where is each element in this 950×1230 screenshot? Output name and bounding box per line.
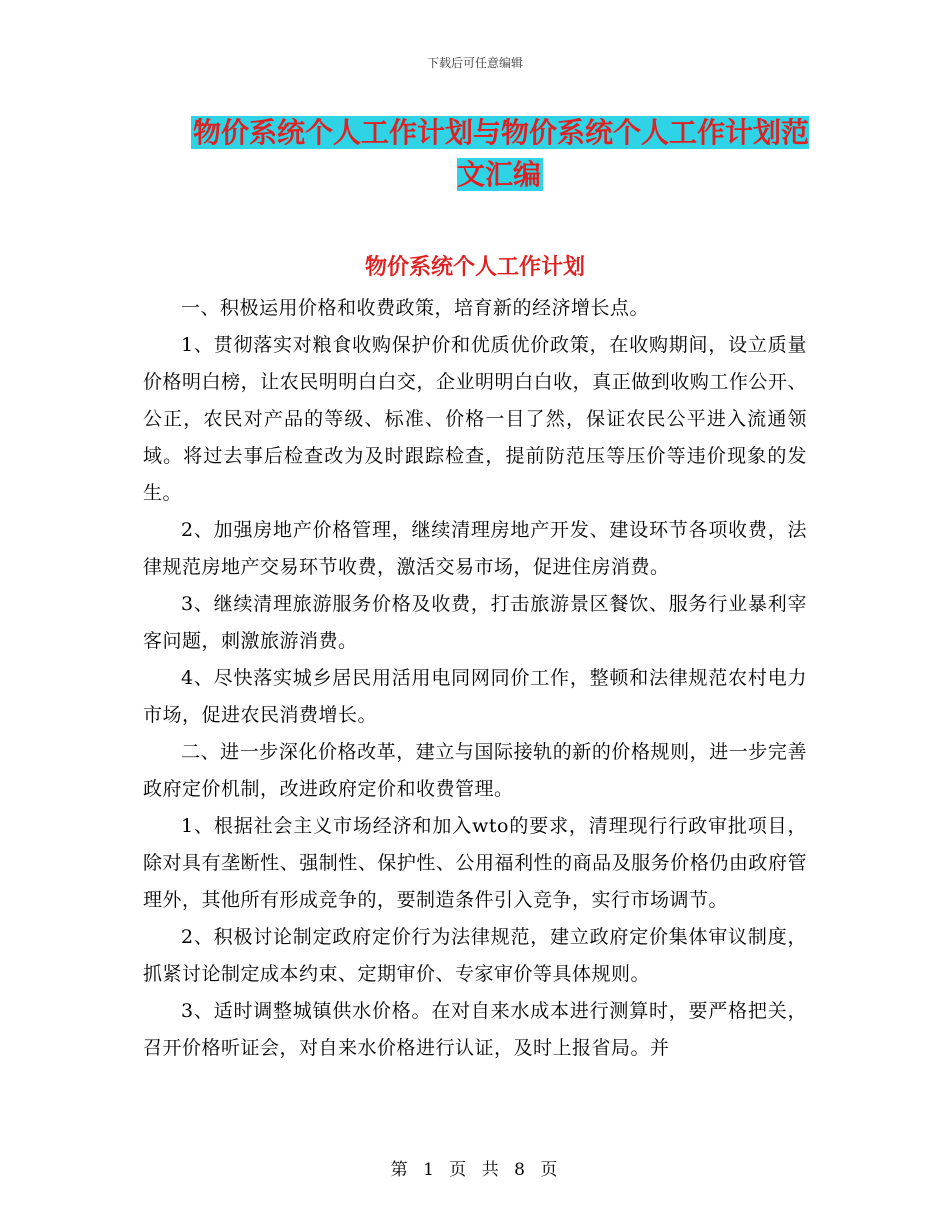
paragraph: 二、进一步深化价格改革，建立与国际接轨的新的价格规则，进一步完善政府定价机制，改进政府定价和收费管理。 [143, 741, 807, 800]
paragraph: 2、加强房地产价格管理，继续清理房地产开发、建设环节各项收费，法律规范房地产交易环节收费，激活交易市场，促进住房消费。 [143, 519, 807, 578]
page-label-mid: 页 [449, 1160, 469, 1180]
paragraph: 1、根据社会主义市场经济和加入wto的要求，清理现行行政审批项目，除对具有垄断性、强制性、保护性、公用福利性的商品及服务价格仍由政府管理外，其他所有形成竞争的，要制造条件引入竞争，实行市场调节。 [143, 815, 807, 911]
paragraph: 3、适时调整城镇供水价格。在对自来水成本进行测算时，要严格把关，召开价格听证会，对自来水价格进行认证，及时上报省局。并 [143, 1000, 807, 1059]
page-current: 1 [423, 1160, 436, 1180]
paragraph: 2、积极讨论制定政府定价行为法律规范，建立政府定价集体审议制度，抓紧讨论制定成本约束、定期审价、专家审价等具体规则。 [143, 926, 807, 985]
paragraph: 一、积极运用价格和收费政策，培育新的经济增长点。 [181, 297, 650, 319]
paragraph: 3、继续清理旅游服务价格及收费，打击旅游景区餐饮、服务行业暴利宰客问题，刺激旅游消费。 [143, 593, 807, 652]
document-title [190, 112, 810, 196]
page-total-prefix: 共 [481, 1160, 501, 1180]
paragraph: 1、贯彻落实对粮食收购保护价和优质优价政策，在收购期间，设立质量价格明白榜，让农民明明白白交，企业明明白白收，真正做到收购工作公开、公正，农民对产品的等级、标准、价格一目了然，保证农民公平进入流通领域。将过去事后检查改为及时跟踪检查，提前防范压等压价等违价现象的发生。 [143, 334, 807, 504]
document-body [143, 290, 807, 1067]
page-label-prefix: 第 [390, 1160, 410, 1180]
page-total: 8 [514, 1160, 527, 1180]
page-label-suffix: 页 [540, 1160, 560, 1180]
document-title-text: 物价系统个人工作计划与物价系统个人工作计划范文汇编 [192, 116, 809, 191]
paragraph: 4、尽快落实城乡居民用活用电同网同价工作，整顿和法律规范农村电力市场，促进农民消费增长。 [143, 667, 807, 726]
page-footer [0, 1155, 950, 1180]
header-note: 下载后可任意编辑 [426, 56, 523, 70]
section-title: 物价系统个人工作计划 [364, 255, 585, 280]
